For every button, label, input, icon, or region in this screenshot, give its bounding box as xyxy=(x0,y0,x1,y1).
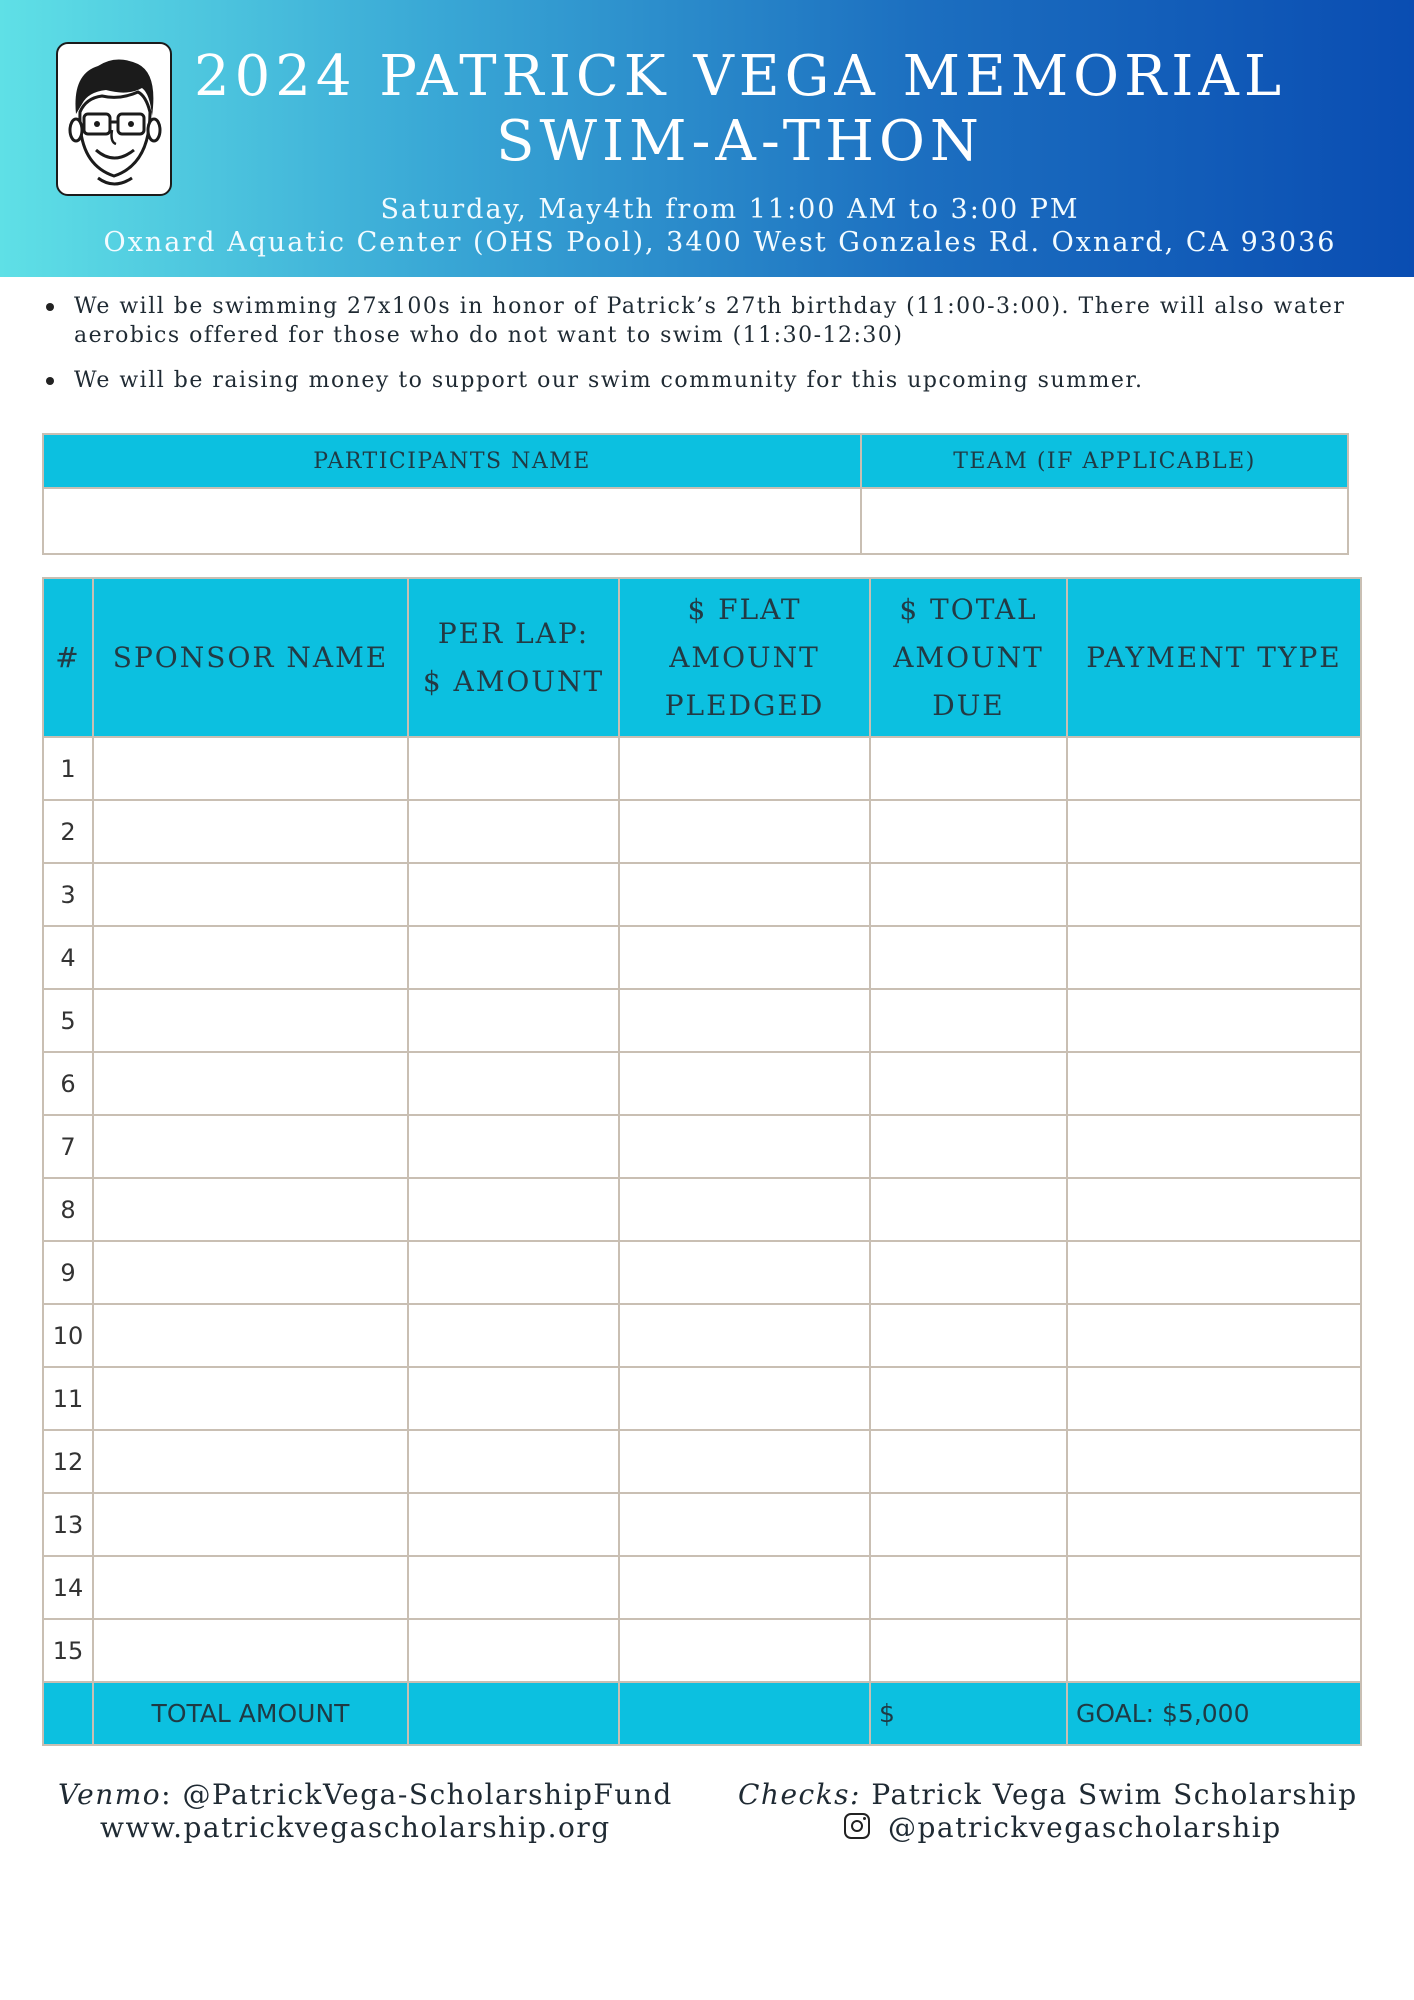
team-header: TEAM (IF APPLICABLE) xyxy=(861,434,1348,488)
instagram-handle[interactable]: @patrickvegascholarship xyxy=(888,1811,1282,1844)
total-due-cell[interactable] xyxy=(870,737,1067,800)
per-lap-line2: $ AMOUNT xyxy=(422,664,605,698)
total-due-cell[interactable] xyxy=(870,1367,1067,1430)
flat-amount-cell[interactable] xyxy=(619,989,870,1052)
total-per-lap-cell[interactable] xyxy=(408,1682,619,1745)
payment-type-cell[interactable] xyxy=(1067,1178,1361,1241)
flat-amount-cell[interactable] xyxy=(619,926,870,989)
total-due-cell[interactable] xyxy=(870,863,1067,926)
sponsor-row xyxy=(43,1304,1361,1367)
total-due-cell[interactable] xyxy=(870,1430,1067,1493)
total-due-cell[interactable] xyxy=(870,1178,1067,1241)
sponsor-row xyxy=(43,1430,1361,1493)
per-lap-cell[interactable] xyxy=(408,1304,619,1367)
row-number: 15 xyxy=(43,1619,93,1682)
total-due-cell[interactable] xyxy=(870,926,1067,989)
flat-amount-cell[interactable] xyxy=(619,1430,870,1493)
sponsor-name-cell[interactable] xyxy=(93,800,408,863)
row-number: 12 xyxy=(43,1430,93,1493)
row-number: 14 xyxy=(43,1556,93,1619)
venmo-line xyxy=(58,1778,673,1812)
row-number: 11 xyxy=(43,1367,93,1430)
flat-amount-cell[interactable] xyxy=(619,1367,870,1430)
total-due-cell[interactable] xyxy=(870,1619,1067,1682)
per-lap-cell[interactable] xyxy=(408,1241,619,1304)
total-due-cell[interactable] xyxy=(870,1241,1067,1304)
total-line2: AMOUNT xyxy=(893,640,1044,674)
row-number: 13 xyxy=(43,1493,93,1556)
flat-line2: AMOUNT xyxy=(669,640,820,674)
venmo-label: Venmo xyxy=(58,1778,162,1811)
sponsor-name-header: SPONSOR NAME xyxy=(93,578,408,737)
per-lap-cell[interactable] xyxy=(408,1430,619,1493)
flat-amount-cell[interactable] xyxy=(619,737,870,800)
total-row xyxy=(43,1682,1361,1745)
sponsor-row xyxy=(43,737,1361,800)
checks-payee: Patrick Vega Swim Scholarship xyxy=(860,1778,1358,1811)
participant-table xyxy=(42,433,1349,555)
sponsor-row xyxy=(43,989,1361,1052)
sponsor-row xyxy=(43,1556,1361,1619)
number-header: # xyxy=(43,578,93,737)
venmo-handle[interactable]: : @PatrickVega-ScholarshipFund xyxy=(161,1778,673,1811)
row-number: 4 xyxy=(43,926,93,989)
sponsor-name-cell[interactable] xyxy=(93,1430,408,1493)
payment-type-cell[interactable] xyxy=(1067,1304,1361,1367)
event-location: Oxnard Aquatic Center (OHS Pool), 3400 West Gonzales Rd. Oxnard, CA 93036 xyxy=(103,227,1337,258)
total-due-cell[interactable] xyxy=(870,989,1067,1052)
sponsor-row xyxy=(43,800,1361,863)
payment-type-cell[interactable] xyxy=(1067,1115,1361,1178)
row-number: 2 xyxy=(43,800,93,863)
sponsor-row xyxy=(43,1178,1361,1241)
flat-amount-cell[interactable] xyxy=(619,1241,870,1304)
row-number: 5 xyxy=(43,989,93,1052)
sponsor-name-cell[interactable] xyxy=(93,1367,408,1430)
flat-amount-cell[interactable] xyxy=(619,863,870,926)
payment-type-header: PAYMENT TYPE xyxy=(1067,578,1361,737)
total-due-cell[interactable] xyxy=(870,1556,1067,1619)
total-due-cell[interactable] xyxy=(870,1052,1067,1115)
sponsor-name-cell[interactable] xyxy=(93,926,408,989)
per-lap-line1: PER LAP: xyxy=(437,616,590,650)
sponsor-row xyxy=(43,1115,1361,1178)
row-number: 3 xyxy=(43,863,93,926)
total-dollar-cell[interactable]: $ xyxy=(870,1682,1067,1745)
per-lap-cell[interactable] xyxy=(408,800,619,863)
sponsor-row xyxy=(43,1619,1361,1682)
per-lap-cell[interactable] xyxy=(408,1493,619,1556)
event-title-line1: 2024 PATRICK VEGA MEMORIAL xyxy=(193,44,1287,109)
total-due-cell[interactable] xyxy=(870,1493,1067,1556)
flat-amount-cell[interactable] xyxy=(619,1052,870,1115)
header-banner xyxy=(0,0,1414,277)
per-lap-cell[interactable] xyxy=(408,926,619,989)
per-lap-cell[interactable] xyxy=(408,863,619,926)
payment-type-cell[interactable] xyxy=(1067,1619,1361,1682)
instagram-line[interactable] xyxy=(844,1811,1282,1845)
per-lap-cell[interactable] xyxy=(408,989,619,1052)
per-lap-cell[interactable] xyxy=(408,1052,619,1115)
flat-amount-header xyxy=(619,578,870,737)
flat-amount-cell[interactable] xyxy=(619,1556,870,1619)
sponsor-row xyxy=(43,1241,1361,1304)
payment-type-cell[interactable] xyxy=(1067,1430,1361,1493)
payment-type-cell[interactable] xyxy=(1067,989,1361,1052)
row-number: 1 xyxy=(43,737,93,800)
total-due-cell[interactable] xyxy=(870,1304,1067,1367)
sponsor-row xyxy=(43,1367,1361,1430)
total-amount-label: TOTAL AMOUNT xyxy=(93,1682,408,1745)
sponsor-name-cell[interactable] xyxy=(93,1241,408,1304)
sponsor-row xyxy=(43,1052,1361,1115)
instagram-icon xyxy=(844,1813,870,1839)
payment-type-cell[interactable] xyxy=(1067,1052,1361,1115)
sponsor-name-cell[interactable] xyxy=(93,1052,408,1115)
participant-name-header: PARTICIPANTS NAME xyxy=(43,434,861,488)
checks-line xyxy=(738,1778,1358,1812)
sponsor-name-cell[interactable] xyxy=(93,737,408,800)
participant-name-field[interactable] xyxy=(43,488,861,554)
sponsor-name-cell[interactable] xyxy=(93,1115,408,1178)
flat-amount-cell[interactable] xyxy=(619,1304,870,1367)
payment-type-cell[interactable] xyxy=(1067,1241,1361,1304)
team-field[interactable] xyxy=(861,488,1348,554)
info-bullets xyxy=(40,292,1380,411)
flat-line3: PLEDGED xyxy=(664,688,825,722)
total-flat-cell[interactable] xyxy=(619,1682,870,1745)
sponsor-name-cell[interactable] xyxy=(93,1178,408,1241)
flat-amount-cell[interactable] xyxy=(619,1178,870,1241)
per-lap-cell[interactable] xyxy=(408,1556,619,1619)
per-lap-cell[interactable] xyxy=(408,1115,619,1178)
payment-type-cell[interactable] xyxy=(1067,737,1361,800)
sponsor-name-cell[interactable] xyxy=(93,1619,408,1682)
total-num-cell xyxy=(43,1682,93,1745)
row-number: 9 xyxy=(43,1241,93,1304)
flat-line1: $ FLAT xyxy=(687,592,802,626)
payment-type-cell[interactable] xyxy=(1067,1367,1361,1430)
row-number: 8 xyxy=(43,1178,93,1241)
total-due-cell[interactable] xyxy=(870,800,1067,863)
per-lap-cell[interactable] xyxy=(408,1367,619,1430)
payment-type-cell[interactable] xyxy=(1067,863,1361,926)
total-line3: DUE xyxy=(932,688,1005,722)
sponsor-name-cell[interactable] xyxy=(93,1304,408,1367)
patrick-avatar-illustration xyxy=(56,42,172,196)
sponsor-row xyxy=(43,1493,1361,1556)
flat-amount-cell[interactable] xyxy=(619,1619,870,1682)
payment-type-cell[interactable] xyxy=(1067,800,1361,863)
sponsor-row xyxy=(43,926,1361,989)
flat-amount-cell[interactable] xyxy=(619,800,870,863)
row-number: 6 xyxy=(43,1052,93,1115)
sponsor-name-cell[interactable] xyxy=(93,863,408,926)
total-line1: $ TOTAL xyxy=(899,592,1038,626)
per-lap-cell[interactable] xyxy=(408,1178,619,1241)
sponsor-name-cell[interactable] xyxy=(93,1493,408,1556)
flat-amount-cell[interactable] xyxy=(619,1493,870,1556)
event-date: Saturday, May4th from 11:00 AM to 3:00 PM xyxy=(380,194,1080,225)
website-link[interactable]: www.patrickvegascholarship.org xyxy=(100,1811,611,1844)
event-title-line2: SWIM-A-THON xyxy=(496,109,984,174)
sponsor-name-cell[interactable] xyxy=(93,1556,408,1619)
flat-amount-cell[interactable] xyxy=(619,1115,870,1178)
per-lap-header xyxy=(408,578,619,737)
sponsor-name-cell[interactable] xyxy=(93,989,408,1052)
sponsor-row xyxy=(43,863,1361,926)
total-due-header xyxy=(870,578,1067,737)
checks-label: Checks: xyxy=(738,1778,861,1811)
row-number: 7 xyxy=(43,1115,93,1178)
per-lap-cell[interactable] xyxy=(408,1619,619,1682)
bullet-item: We will be raising money to support our swim community for this upcoming summer. xyxy=(40,366,1380,395)
payment-type-cell[interactable] xyxy=(1067,1493,1361,1556)
per-lap-cell[interactable] xyxy=(408,737,619,800)
sponsor-table xyxy=(42,577,1362,1746)
goal-amount: GOAL: $5,000 xyxy=(1067,1682,1361,1745)
payment-type-cell[interactable] xyxy=(1067,1556,1361,1619)
total-due-cell[interactable] xyxy=(870,1115,1067,1178)
bullet-item: We will be swimming 27x100s in honor of Patrick’s 27th birthday (11:00-3:00). There will also water aerobics offered for those who do not want to swim (11:30-12:30) xyxy=(40,292,1380,350)
payment-type-cell[interactable] xyxy=(1067,926,1361,989)
row-number: 10 xyxy=(43,1304,93,1367)
